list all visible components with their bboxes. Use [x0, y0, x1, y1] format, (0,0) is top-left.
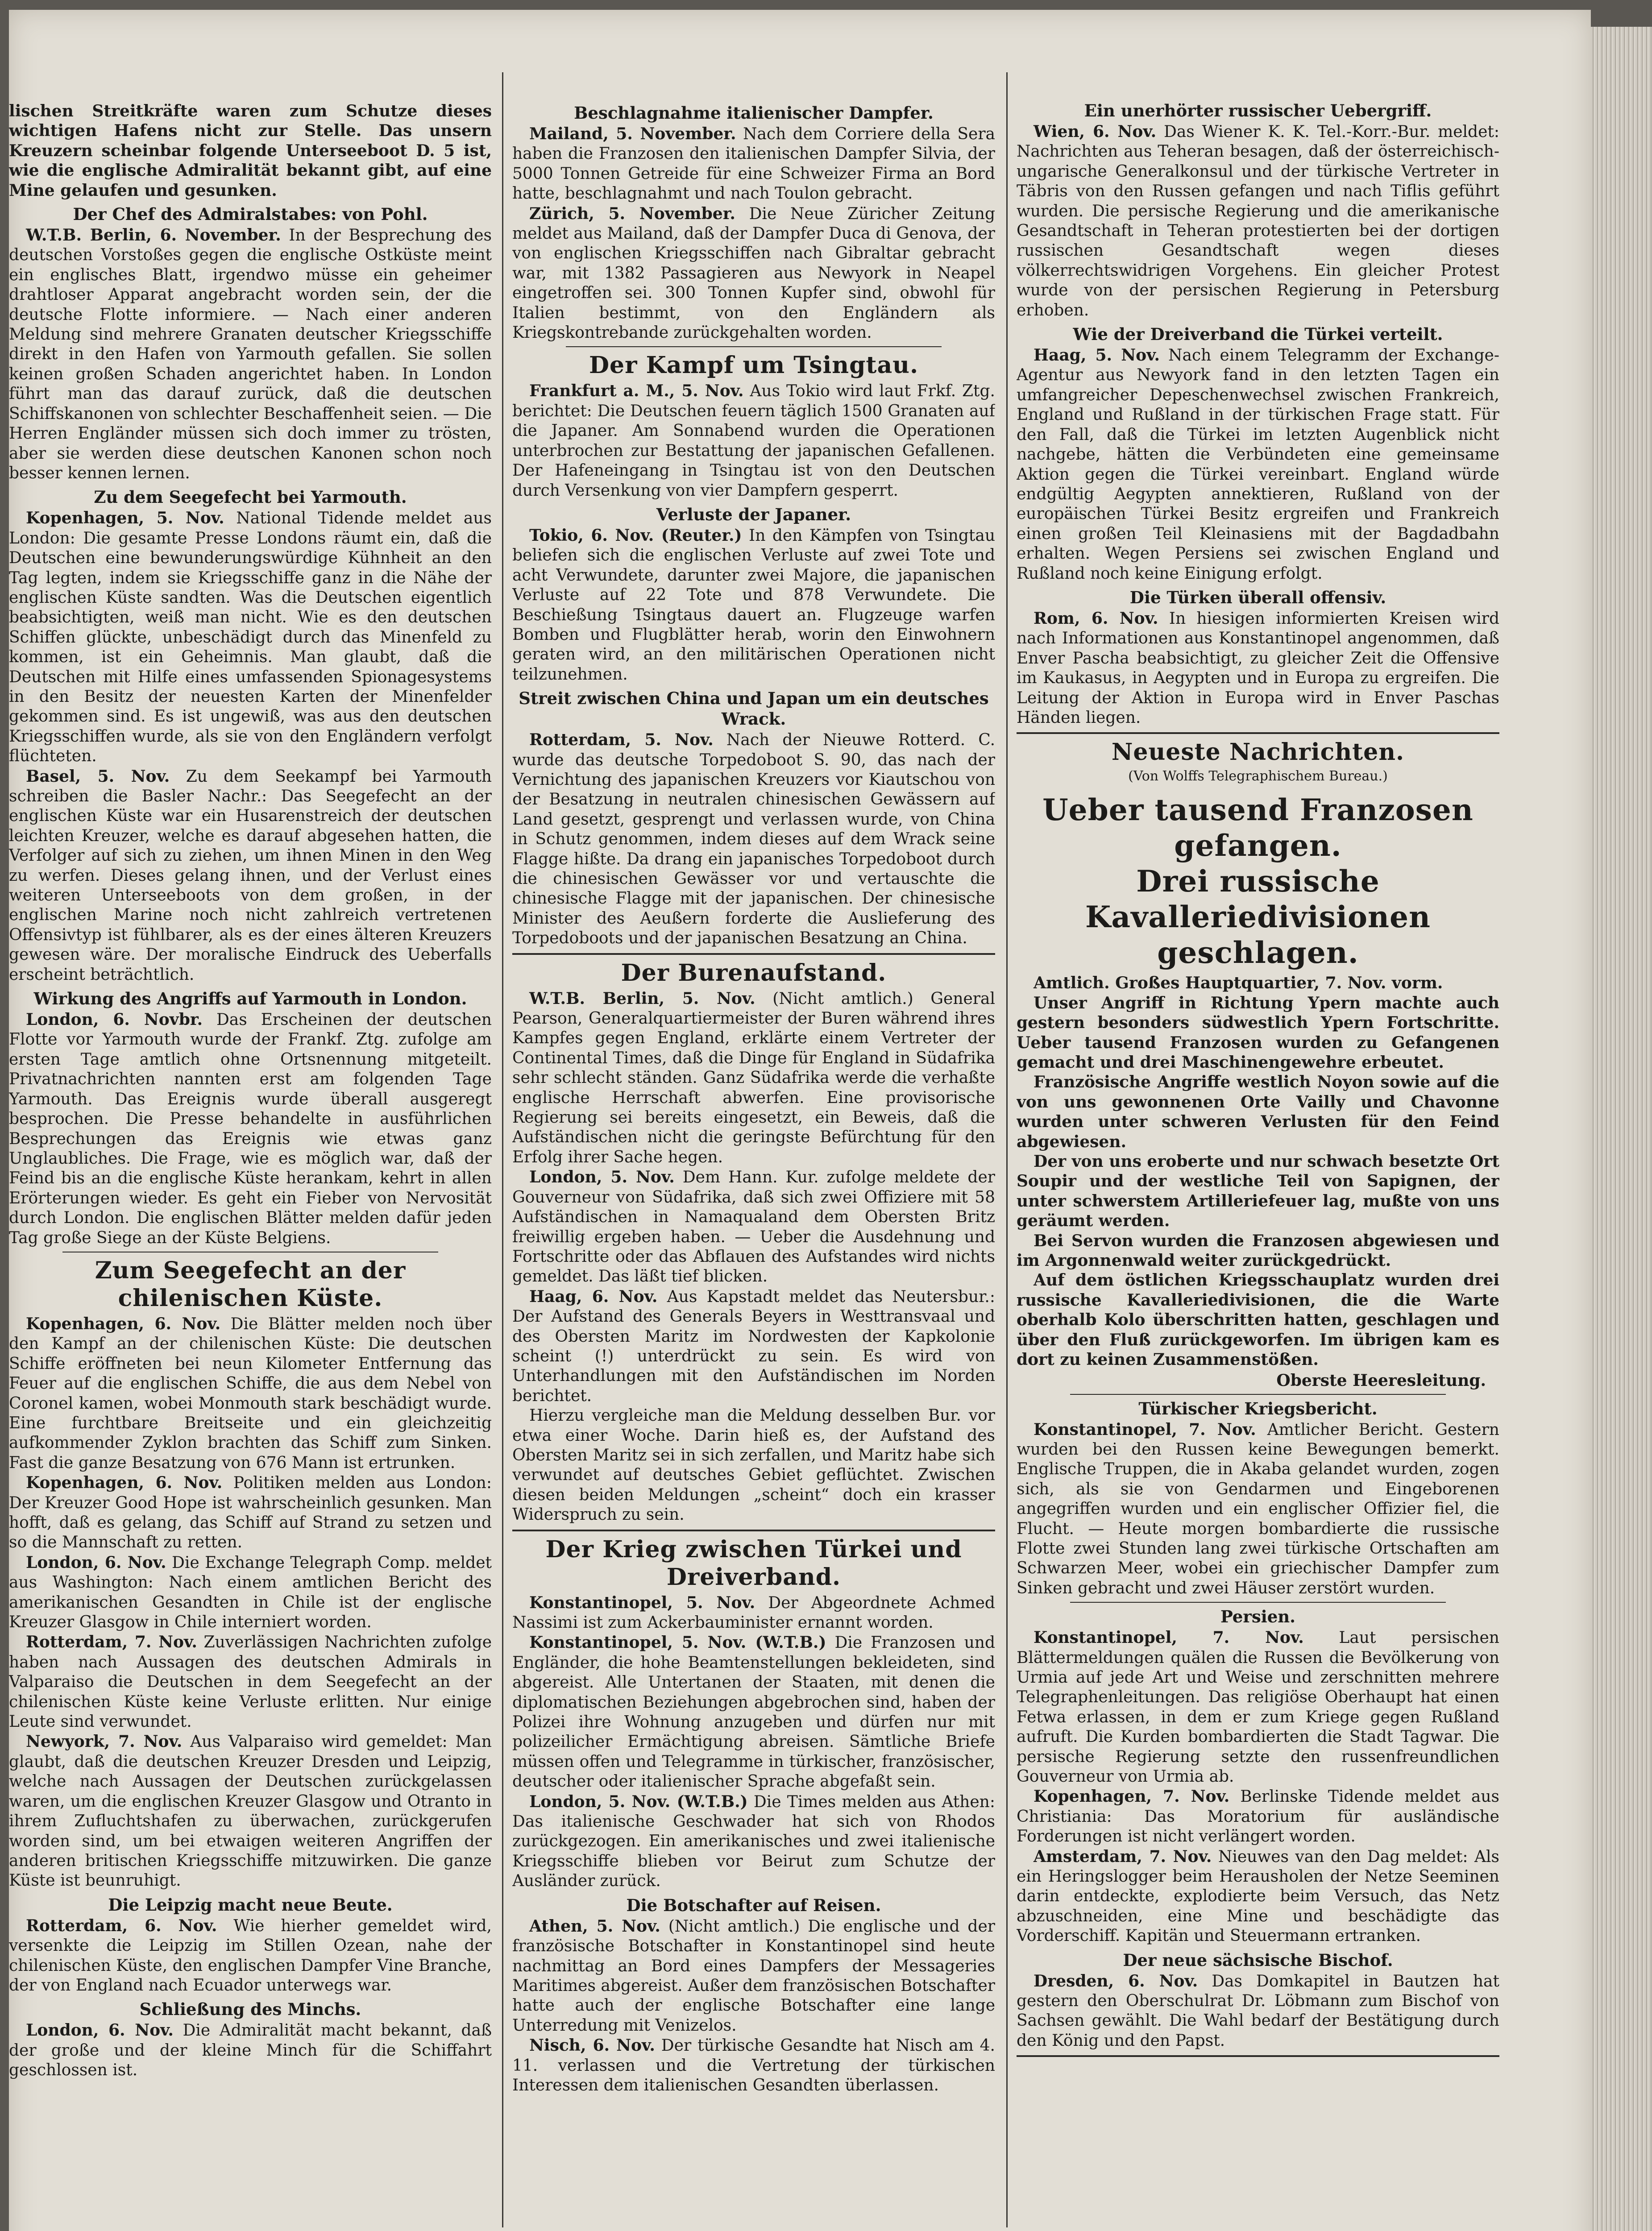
article-uebergriff: [1017, 100, 1499, 320]
body-text: Nieuwes van den Dag meldet: Als ein Heringslogger beim Herausholen der Netze Seeminen darin entdeckte, explodierte beim Versuch, das Netz abzuschneiden, eine Mine und beschädigte das Vorderschiff. Kapitän und Steuermann ertranken.: [1017, 1847, 1499, 1945]
body-text: Amtlicher Bericht. Gestern wurden bei den Russen keine Bewegungen bemerkt. Englische Truppen, die in Akaba gelandet wurden, zogen sich, als sie von Gendarmen und Eingeborenen angegriffen wurden und ein englischer Offizier fiel, die Flucht. — Heute morgen bombardierte die russische Flotte zwei Stunden lang zwei türkische Ortschaften am Schwarzen Meer, wobei ein griechischer Dampfer zum Sinken gebracht und zwei Häuser zerstört wurden.: [1017, 1420, 1499, 1597]
dateline: W.T.B. Berlin, 5. Nov.: [529, 989, 755, 1008]
headline: Türkischer Kriegsbericht.: [1138, 1398, 1378, 1418]
column-3: [1017, 10, 1499, 2231]
dateline: Konstantinopel, 7. Nov.: [1034, 1420, 1256, 1439]
body-text: Das Wiener K. K. Tel.-Korr.-Bur. meldet: Nachrichten aus Teheran besagen, daß der österreichisch-ungarische Generalkonsul und der türkische Vertreter in Täbris von den Russen gefangen und nach Tiflis geführt wurden. Die persische Regierung und die amerikanische Gesandtschaft in Teheran protestierten bei der dortigen russischen Gesandtschaft wegen dieses völkerrechtswidrigen Vorgehens. Ein gleicher Protest wurde von der persischen Regierung in Petersburg erhoben.: [1017, 123, 1499, 319]
body-text: In hiesigen informierten Kreisen wird nach Informationen aus Konstantinopel angenommen, daß Enver Pascha beabsichtigt, zu gleicher Zeit die Offensive im Kaukasus, in Aegypten und in Europa zu ergreifen. Die Leitung der Aktion in Europa wird in Enver Paschas Händen liegen.: [1017, 609, 1499, 727]
dateline: Konstantinopel, 5. Nov. (W.T.B.): [529, 1633, 826, 1652]
article-bischof: [1017, 1950, 1499, 2051]
headline: Die Leipzig macht neue Beute.: [108, 1895, 393, 1915]
headline: Zum Seegefecht an der chilenischen Küste.: [95, 1256, 406, 1312]
body-text: National Tidende meldet aus London: Die gesamte Presse Londons räumt ein, daß die Deutschen eine bewunderungswürdige Kühnheit an den Tag legten, indem sie Kriegsschiffe ganz in die Nähe der englischen Küste sandten. Was die Deutschen eigentlich beabsichtigten, weiß man nicht. Wie es den deutschen Schiffen glückte, unbeschädigt durch das Minenfeld zu kommen, ist ein Geheimnis. Man glaubt, daß die Deutschen mit Hilfe eines umfassenden Spionagesystems in den Besitz der neuesten Karten der Minenfelder gekommen sind. Es ist ungewiß, was aus den deutschen Kriegsschiffen wurde, als sie von den Engländern verfolgt flüchteten.: [9, 509, 492, 766]
dateline: Rotterdam, 5. Nov.: [529, 730, 714, 750]
divider: [1017, 732, 1499, 734]
article-offensiv: [1017, 587, 1499, 728]
article-tsingtau: [512, 352, 995, 948]
dateline: London, 6. Nov.: [26, 1553, 166, 1572]
body-text: Nach dem Corriere della Sera haben die Franzosen den italienischen Dampfer Silvia, der 5000 Tonnen Getreide für eine Schweizer Firma an Bord hatte, beschlagnahmt und nach Toulon gebracht.: [512, 125, 995, 203]
dateline: Frankfurt a. M., 5. Nov.: [529, 382, 744, 401]
body-text: Unser Angriff in Richtung Ypern machte auch gestern besonders südwestlich Ypern Fortschritte. Ueber tausend Franzosen wurden zu Gefangenen gemacht und drei Maschinengewehre erbeutet.: [1017, 993, 1499, 1072]
dateline: Konstantinopel, 5. Nov.: [529, 1593, 755, 1612]
dateline: Kopenhagen, 5. Nov.: [26, 509, 224, 528]
main-headline: Drei russische Kavalleriedivisionen geschlagen.: [1085, 864, 1431, 970]
dateline: Kopenhagen, 7. Nov.: [1034, 1787, 1230, 1806]
dateline: Zürich, 5. November.: [529, 204, 735, 223]
dateline: Amtlich. Großes Hauptquartier, 7. Nov. vorm.: [1034, 974, 1443, 993]
dateline: Kopenhagen, 6. Nov.: [26, 1314, 221, 1333]
dateline: London, 5. Nov.: [529, 1168, 675, 1187]
dateline: Rotterdam, 6. Nov.: [26, 1916, 217, 1935]
subheadline: Die Botschafter auf Reisen.: [626, 1895, 881, 1915]
body-text: Nach einem Telegramm der Exchange-Agentur aus Newyork fand in den letzten Tagen ein umfangreicher Depeschenwechsel zwischen Frankreich, England und Rußland in der türkischen Frage statt. Für den Fall, daß die Türkei im letzten Augenblick nicht nachgebe, hätten die Verbündeten eine gemeinsame Aktion gegen die Türkei vereinbart. England würde endgültig Aegypten annektieren, Rußland von der europäischen Türkei Besitz ergreifen und Frankreich einen großen Teil Kleinasiens mit der Bagdadbahn erhalten. Wegen Persiens sei zwischen England und Rußland noch keine Einigung erfolgt.: [1017, 346, 1499, 583]
body-text: Wie hierher gemeldet wird, versenkte die Leipzig im Stillen Ozean, nahe der chilenischen Küste, den englischen Dampfer Vine Branche, der von England nach Ecuador unterwegs war.: [9, 1916, 492, 1995]
body-text: Die Neue Züricher Zeitung meldet aus Mailand, daß der Dampfer Duca di Genova, der von englischen Kriegsschiffen nach Gibraltar gebracht war, mit 1382 Passagieren aus Newyork in Neapel eingetroffen sei. 300 Tonnen Kupfer sind, obwohl für Italien bestimmt, von den Engländern als Kriegskontrebande zurückgehalten worden.: [512, 204, 995, 342]
article-chile: [9, 1257, 492, 1891]
dateline: Nisch, 6. Nov.: [529, 2036, 655, 2055]
lead-paragraph: lischen Streitkräfte waren zum Schutze dieses wichtigen Hafens nicht zur Stelle. Das unsern Kreuzern scheinbar folgende Unterseeboot D. 5 ist, wie die englische Admiralität bekannt gibt, auf eine Mine gelaufen und gesunken.: [9, 102, 492, 200]
dateline: Rom, 6. Nov.: [1034, 609, 1158, 628]
article-verteilt: [1017, 324, 1499, 584]
dateline: Newyork, 7. Nov.: [26, 1732, 183, 1751]
body-text: Das Erscheinen der deutschen Flotte vor Yarmouth wurde der Frankf. Ztg. zufolge am ersten Tage amtlich ohne Ortsnennung mitgeteilt. Privatnachrichten nannten erst am folgenden Tage Yarmouth. Das Ereignis wurde überall ausgeregt besprochen. Die Presse behandelte in ausführlichen Besprechungen das Ereignis wie etwas ganz Unglaubliches. Die Frage, wie es möglich war, daß der Feind bis an die englische Küste herankam, kehrt in allen Erörterungen wieder. Es geht ein Fieber von Nervosität durch London. Die englischen Blätter melden dafür jeden Tag große Siege an der Küste Belgiens.: [9, 1011, 492, 1247]
dateline: Mailand, 5. November.: [529, 124, 736, 143]
article-neueste-nachrichten: [1017, 738, 1499, 1390]
article-wirkung: [9, 988, 492, 1248]
body-text: Das Domkapitel in Bautzen hat gestern den Oberschulrat Dr. Löbmann zum Bischof von Sachsen gewählt. Die Wahl bedarf der Bestätigung durch den König und den Papst.: [1017, 1972, 1499, 2050]
article-beschlagnahme: [512, 103, 995, 343]
section-headline: Neueste Nachrichten.: [1111, 738, 1405, 766]
source-line: (Von Wolffs Telegraphischem Bureau.): [1128, 768, 1388, 784]
dateline: Haag, 6. Nov.: [529, 1287, 658, 1306]
divider: [1070, 1602, 1446, 1603]
body-text: Der türkische Gesandte hat Nisch am 4. 11. verlassen und die Vertretung der türkischen Interessen dem italienischen Gesandten überlassen.: [512, 2036, 995, 2094]
body-text: Die Times melden aus Athen: Das italienische Geschwader hat sich von Rhodos zurückgezogen. Ein amerikanisches und zwei italienische Kriegsschiffe blieben vor Beirut zum Schutze der Ausländer zurück.: [512, 1792, 995, 1891]
headline: Der Kampf um Tsingtau.: [589, 352, 919, 379]
body-text: Der Abgeordnete Achmed Nassimi ist zum Ackerbauminister ernannt worden.: [512, 1593, 995, 1632]
body-text: Zuverlässigen Nachrichten zufolge haben nach Aussagen des deutschen Admirals in Valparaiso die Deutschen in dem Seegefecht an der chilenischen Küste keine Verluste erlitten. Nur einige Leute sind verwundet.: [9, 1633, 492, 1731]
newspaper-page: [9, 10, 1591, 2231]
headline: Wie der Dreiverband die Türkei verteilt.: [1073, 324, 1443, 344]
dateline: Amsterdam, 7. Nov.: [1034, 1847, 1212, 1866]
article-leipzig: [9, 1895, 492, 1996]
dateline: Haag, 5. Nov.: [1034, 346, 1160, 365]
dateline: London, 6. Nov.: [26, 2021, 174, 2040]
signature: Oberste Heeresleitung.: [1276, 1371, 1486, 1390]
dateline: London, 5. Nov. (W.T.B.): [529, 1792, 748, 1811]
body-text: In den Kämpfen von Tsingtau beliefen sich die englischen Verluste auf zwei Tote und acht Verwundete, darunter zwei Majore, die japanischen Verluste auf 22 Tote und 878 Verwundete. Die Beschießung Tsingtaus dauert an. Flugzeuge warfen Bomben und Flugblätter herab, worin den Einwohnern geraten wird, an den militärischen Operationen nicht teilzunehmen.: [512, 526, 995, 684]
article-admiral: [9, 204, 492, 483]
body-text: Dem Hann. Kur. zufolge meldete der Gouverneur von Südafrika, daß sich zwei Offiziere mit 58 Aufständischen in Namaqualand dem Obersten Britz freiwillig ergeben haben. — Ueber die Ausdehnung und Fortschritte oder das Abflauen des Aufstandes wird nichts gemeldet. Das läßt tief blicken.: [512, 1168, 995, 1286]
headline: Der neue sächsische Bischof.: [1123, 1950, 1393, 1970]
divider: [512, 1530, 995, 1531]
headline: Persien.: [1220, 1607, 1296, 1627]
body-text: Bei Servon wurden die Franzosen abgewiesen und im Argonnenwald weiter zurückgedrückt.: [1017, 1231, 1499, 1270]
body-text: Aus Valparaiso wird gemeldet: Man glaubt, daß die deutschen Kreuzer Dresden und Leipzig, welche nach Aussagen der Deutschen zurückgelassen waren, um die englischen Kreuzer Glasgow und Otranto in ihrem Zufluchtshafen zu überwachen, zurückgerufen worden sind, um bei etwaigen weiteren Angriffen der anderen britischen Kriegsschiffe mitzuwirken. Die ganze Küste ist beunruhigt.: [9, 1733, 492, 1890]
dateline: Wien, 6. Nov.: [1034, 122, 1157, 141]
article-persien: [1017, 1606, 1499, 1946]
column-divider: [1006, 72, 1008, 2227]
divider: [1017, 2055, 1499, 2057]
body-text: Die Exchange Telegraph Comp. meldet aus Washington: Nach einem amtlichen Bericht des amerikanischen Gesandten in Chile ist der englische Kreuzer Glasgow in Chile interniert worden.: [9, 1553, 492, 1632]
body-text: Aus Kapstadt meldet das Neutersbur.: Der Aufstand des Generals Beyers in Westtransvaal und des Obersten Maritz im Nordwesten der Kapkolonie scheint (!) unterdrückt zu sein. Es wird von Unterhandlungen mit den Aufständischen im Norden berichtet.: [512, 1287, 995, 1405]
body-text: Laut persischen Blättermeldungen quälen die Russen die Bevölkerung von Urmia auf jede Art und Weise und zerschnitten mehrere Telegraphenleitungen. Das religiöse Oberhaupt hat einen Fetwa erlassen, in dem er zum Kriege gegen Rußland aufruft. Die Kurden bombardierten die Stadt Tagwar. Die persische Regierung setzte den russenfreundlichen Gouverneur von Urmia ab.: [1017, 1629, 1499, 1786]
body-text: Der von uns eroberte und nur schwach besetzte Ort Soupir und der westliche Teil von Sapignen, der unter schwerstem Artilleriefeuer lag, mußte von uns geräumt werden.: [1017, 1152, 1499, 1231]
article-minch: [9, 1999, 492, 2080]
body-text: Berlinske Tidende meldet aus Christiania: Das Moratorium für ausländische Forderungen ist nicht verlängert worden.: [1017, 1787, 1499, 1846]
dateline: Kopenhagen, 6. Nov.: [26, 1473, 223, 1493]
dateline: London, 6. Novbr.: [26, 1010, 203, 1029]
dateline: Basel, 5. Nov.: [26, 767, 170, 786]
dateline: W.T.B. Berlin, 6. November.: [26, 226, 281, 245]
headline: Die Türken überall offensiv.: [1129, 587, 1386, 607]
dateline: Konstantinopel, 7. Nov.: [1034, 1628, 1304, 1647]
divider: [1070, 1394, 1446, 1395]
subheadline: Streit zwischen China und Japan um ein deutsches Wrack.: [519, 688, 989, 729]
body-text: Französische Angriffe westlich Noyon sowie auf die von uns gewonnenen Orte Vailly und Chavonne wurden unter schweren Verlusten für den Feind abgewiesen.: [1017, 1073, 1499, 1151]
headline: Ein unerhörter russischer Uebergriff.: [1084, 101, 1432, 120]
dateline: Rotterdam, 7. Nov.: [26, 1633, 197, 1652]
headline: Der Burenaufstand.: [621, 959, 887, 987]
subheadline: Verluste der Japaner.: [656, 504, 851, 524]
body-text: Zu dem Seekampf bei Yarmouth schreiben die Basler Nachr.: Das Seegefecht an der englischen Küste war ein Husarenstreich der deutschen leichten Kreuzer, welche es darauf abgesehen hatten, die Verfolger auf sich zu ziehen, um ihnen Minen in den Weg zu werfen. Dieses gelang ihnen, und der Verlust eines weiteren Unterseeboots von dem großen, in der englischen Marine noch nicht zahlreich vertretenen Offensivtyp ist fühlbarer, als es der eines älteren Kreuzers gewesen wäre. Der moralische Eindruck des Ueberfalls erscheint beträchtlich.: [9, 767, 492, 984]
body-text: Die Blätter melden noch über den Kampf an der chilenischen Küste: Die deutschen Schiffe eröffneten bei neun Kilometer Entfernung das Feuer auf die englischen Schiffe, die aus dem Nebel von Coronel kamen, wobei Monmouth stark beschädigt wurde. Eine furchtbare Breitseite und ein gleichzeitig aufkommender Zyklon brachten das Schiff zum Sinken. Fast die ganze Besatzung von 676 Mann ist ertrunken.: [9, 1315, 492, 1472]
headline: Beschlagnahme italienischer Dampfer.: [574, 103, 934, 123]
headline: Zu dem Seegefecht bei Yarmouth.: [94, 487, 407, 507]
column-2: [512, 10, 995, 2231]
column-divider: [502, 72, 503, 2227]
body-text: Die Franzosen und Engländer, die hohe Beamtenstellungen bekleideten, sind abgereist. Alle Untertanen der Staaten, mit denen die diplomatischen Beziehungen abgebrochen sind, haben der Polizei ihre Wohnung anzugeben und dürfen nur mit polizeilicher Ermächtigung abreisen. Sämtliche Briefe müssen offen und Telegramme in türkischer, französischer, deutscher oder italienischer Sprache abgefaßt sein.: [512, 1634, 995, 1791]
body-text: Politiken melden aus London: Der Kreuzer Good Hope ist wahrscheinlich gesunken. Man hofft, daß es gelang, das Schiff auf Strand zu setzen und so die Mannschaft zu retten.: [9, 1474, 492, 1552]
body-text: Hierzu vergleiche man die Meldung desselben Bur. vor etwa einer Woche. Darin hieß es, der Aufstand des Obersten Maritz sei in sich zerfallen, und Maritz habe sich verwundet auf deutsches Gebiet geflüchtet. Zwischen diesen beiden Meldungen „scheint“ doch ein krasser Widerspruch zu sein.: [512, 1406, 995, 1524]
body-text: Aus Tokio wird laut Frkf. Ztg. berichtet: Die Deutschen feuern täglich 1500 Granaten auf die Japaner. Am Sonnabend wurden die Operationen unterbrochen zur Bestattung der japanischen Gefallenen. Der Hafeneingang in Tsingtau ist von den Deutschen durch Versenkung von vier Dampfern gesperrt.: [512, 382, 995, 500]
column-1: [9, 10, 492, 2231]
body-text: (Nicht amtlich.) Die englische und der französische Botschafter in Konstantinopel sind heute nachmittag an Bord eines Dampfers der Messageries Maritimes abgereist. Außer dem französischen Botschafter hatte auch der englische Botschafter eine lange Unterredung mit Venizelos.: [512, 1917, 995, 2035]
dateline: Athen, 5. Nov.: [529, 1916, 660, 1936]
headline: Der Krieg zwischen Türkei und Dreiverband.: [545, 1535, 962, 1591]
article-buren: [512, 959, 995, 1525]
headline: Wirkung des Angriffs auf Yarmouth in London.: [33, 989, 467, 1009]
body-text: (Nicht amtlich.) General Pearson, Generalquartiermeister der Buren während ihres Kampfes gegen England, erklärte einem Vertreter der Continental Times, daß die Dinge für England in Südafrika sehr schlecht ständen. Ganz Südafrika werde die verhaßte englische Herrschaft abwerfen. Eine provisorische Regierung sei bereits eingesetzt, ein Beweis, daß die Aufständischen nicht die geringste Befürchtung für den Erfolg ihrer Sache hegen.: [512, 989, 995, 1166]
dateline: Tokio, 6. Nov. (Reuter.): [529, 526, 742, 545]
body-text: In der Besprechung des deutschen Vorstoßes gegen die englische Ostküste meint ein englisches Blatt, irgendwo müsse ein geheimer drahtloser Apparat angebracht worden sein, der die deutsche Flotte informiere. — Nach einer anderen Meldung sind mehrere Granaten deutscher Kriegsschiffe direkt in den Hafen von Yarmouth gefallen. Sie sollen keinen großen Schaden angerichtet haben. In London führt man das darauf zurück, daß die deutschen Schiffskanonen von schlechter Beschaffenheit seien. — Die Herren Engländer müssen sich doch immer zu trösten, aber sie werden diese deutschen Kanonen schon noch besser kennen lernen.: [9, 226, 492, 482]
article-kriegsbericht: [1017, 1398, 1499, 1599]
headline: Der Chef des Admiralstabes: von Pohl.: [73, 204, 428, 224]
body-text: Nach der Nieuwe Rotterd. C. wurde das deutsche Torpedoboot S. 90, das nach der Vernichtung des japanischen Kreuzers vor Kiautschou von der Besatzung in neutralen chinesischen Gewässern auf Land gesetzt, gesprengt und verlassen wurde, von China in Schutz genommen, indem dieses auf dem Wrack seine Flagge hißte. Da drang ein japanisches Torpedoboot durch die chinesischen Gewässer vor und vertauschte die chinesische Flagge mit der japanischen. Der chinesische Minister des Aeußern forderte die Auslieferung des Torpedoboots und der japanischen Besatzung an China.: [512, 731, 995, 948]
page-edges: [1591, 27, 1652, 2231]
article-tuerkei: [512, 1536, 995, 2096]
body-text: Auf dem östlichen Kriegsschauplatz wurden drei russische Kavalleriedivisionen, die die Warte oberhalb Kolo überschritten hatten, geschlagen und über den Fluß zurückgeworfen. Im übrigen kam es dort zu keinen Zusammenstößen.: [1017, 1271, 1499, 1369]
divider: [566, 346, 942, 347]
main-headline: Ueber tausend Franzosen gefangen.: [1042, 792, 1474, 863]
article-yarmouth: [9, 487, 492, 985]
divider: [512, 953, 995, 955]
body-text: Die Admiralität macht bekannt, daß der große und der kleine Minch für die Schiffahrt geschlossen ist.: [9, 2021, 492, 2080]
headline: Schließung des Minchs.: [139, 1999, 361, 2020]
dateline: Dresden, 6. Nov.: [1034, 1971, 1198, 1990]
